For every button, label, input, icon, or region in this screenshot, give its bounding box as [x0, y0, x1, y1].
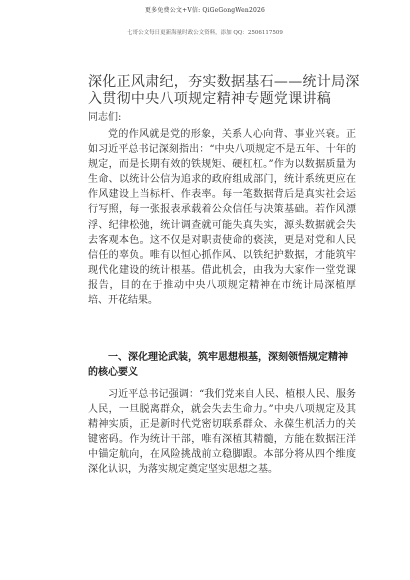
- section-heading-1: 一、深化理论武装，筑牢思想根基，深刻领悟规定精神的核心要义: [88, 352, 348, 378]
- promo-subheader: 七哥公文每日更新海量时政公文资料，添加 QQ：2506117509: [127, 30, 283, 36]
- promo-header: 更多免费公文+V信: QiGeGongWen2026: [144, 7, 266, 14]
- greeting: 同志们:: [88, 112, 122, 123]
- document-title: 深化正风肃纪，夯实数据基石——统计局深入贯彻中央八项规定精神专题党课讲稿: [88, 74, 360, 107]
- body-paragraph-2: 习近平总书记强调：“我们党来自人民、植根人民、服务人民，一旦脱离群众，就会失去生命力。”中央八项规定及其精神实质，正是新时代党密切联系群众、永葆生机活力的关键密码。作为统计干部，唯有深植其精髓，方能在数据汪洋中锚定航向，在风险挑战前立稳脚跟。本部分将从四个维度深化认识，为落实规定奠定坚实思想之基。: [88, 389, 356, 476]
- body-paragraph-1: 党的作风就是党的形象，关系人心向背、事业兴衰。正如习近平总书记深刻指出：“中央八项规定不是五年、十年的规定，而是长期有效的铁规矩、硬杠杠。”作为以数据质量为生命、以统计公信为追求的政府组成部门，统计系统更应在作风建设上当标杆、作表率。每一笔数据背后是真实社会运行写照，每一张报表承载着公众信任与决策基础。若作风漂浮、纪律松弛，统计调查就可能失真失实，源头数据就会失去客观本色。这不仅是对职责使命的亵渎，更是对党和人民信任的辜负。唯有以恒心抓作风、以铁纪护数据，才能筑牢现代化建设的统计根基。借此机会，由我为大家作一堂党课报告，目的在于推动中央八项规定精神在市统计局深植厚培、开花结果。: [88, 129, 356, 307]
